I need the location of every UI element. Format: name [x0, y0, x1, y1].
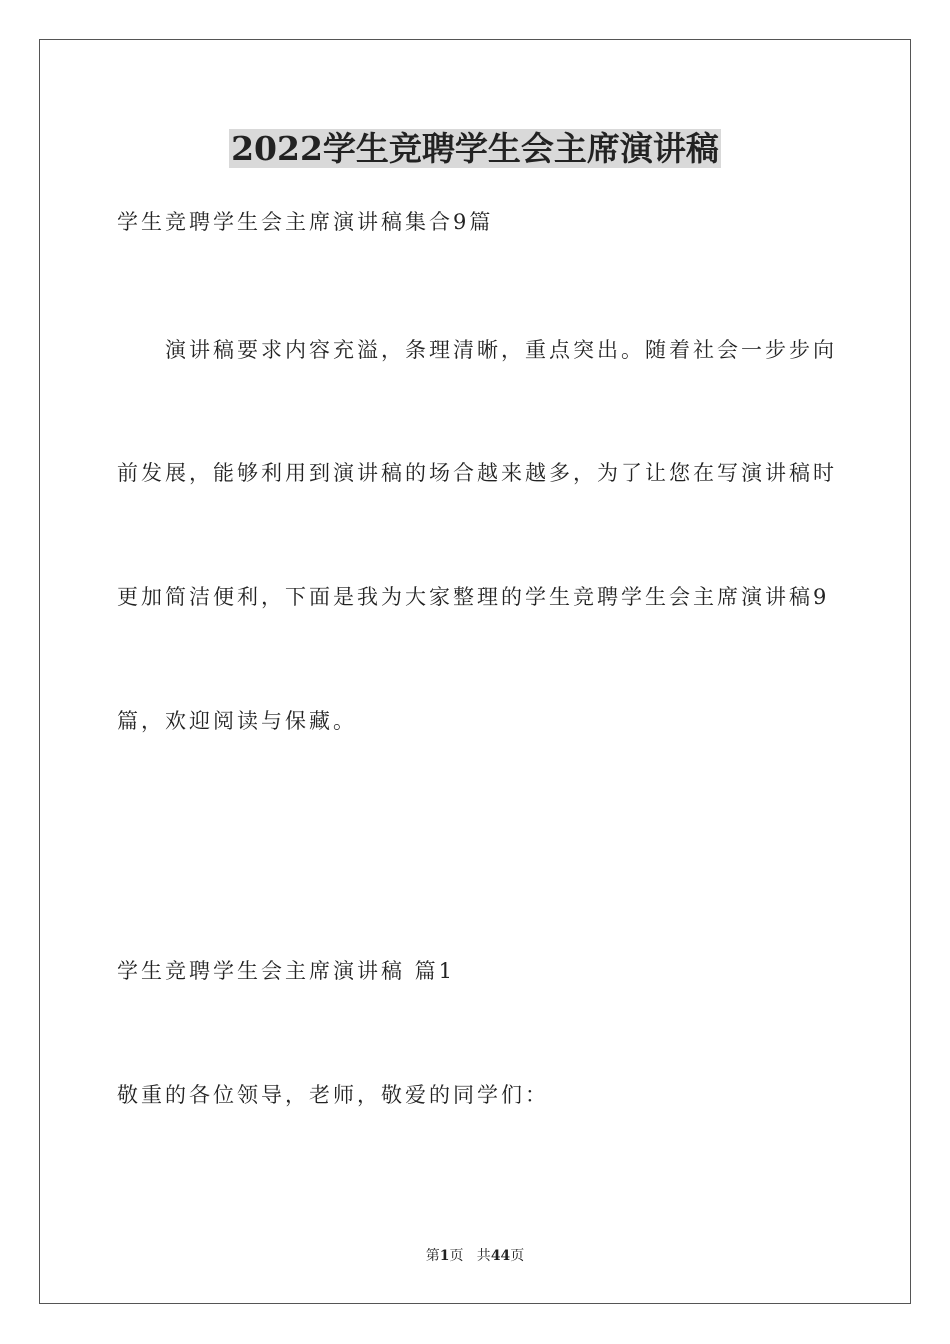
intro-line-4: 篇，欢迎阅读与保藏。	[117, 709, 357, 733]
salutation: 敬重的各位领导，老师，敬爱的同学们：	[117, 1083, 549, 1107]
intro-line-1: 演讲稿要求内容充溢，条理清晰，重点突出。随着社会一步步向	[165, 338, 837, 362]
footer-suffix: 页	[510, 1248, 525, 1264]
footer-total-pages: 44	[490, 1248, 511, 1264]
page-footer	[0, 1246, 950, 1266]
intro-line-2: 前发展，能够利用到演讲稿的场合越来越多，为了让您在写演讲稿时	[117, 461, 837, 485]
footer-mid: 页 共	[449, 1248, 491, 1264]
document-subtitle: 学生竞聘学生会主席演讲稿集合9篇	[117, 210, 494, 234]
document-title	[0, 127, 950, 171]
footer-page-number: 1	[439, 1248, 450, 1264]
intro-line-3: 更加简洁便利，下面是我为大家整理的学生竞聘学生会主席演讲稿9	[117, 585, 830, 609]
document-title-text: 2022学生竞聘学生会主席演讲稿	[231, 129, 719, 168]
section-heading: 学生竞聘学生会主席演讲稿 篇1	[117, 959, 456, 983]
footer-prefix: 第	[425, 1248, 440, 1264]
